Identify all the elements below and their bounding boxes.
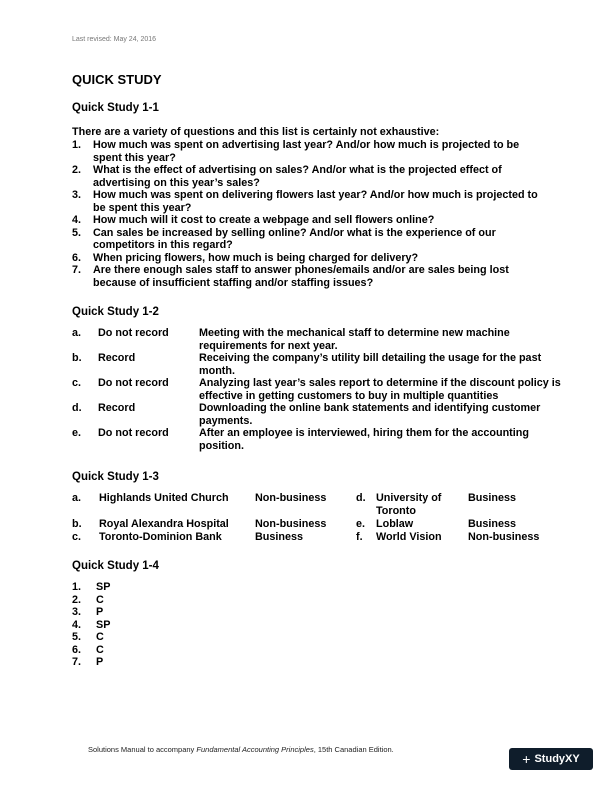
row-letter: e.: [72, 427, 82, 439]
table-row: [72, 427, 562, 452]
organization-name: Highlands United Church: [99, 492, 229, 504]
list-item: [72, 139, 542, 164]
record-decision: Do not record: [98, 377, 169, 389]
organization-type: Business: [255, 531, 304, 543]
item-number: 6.: [72, 251, 82, 264]
page-title: QUICK STUDY: [72, 72, 162, 87]
list-item: [72, 214, 542, 227]
organization-type: Business: [468, 492, 517, 504]
footer-book-title: Fundamental Accounting Principles: [196, 745, 314, 754]
item-number: 1.: [72, 139, 82, 151]
item-number: 7.: [72, 656, 82, 668]
item-number: 4.: [72, 214, 82, 226]
table-row: [72, 327, 562, 352]
item-number: 2.: [72, 593, 82, 606]
activity-description: Downloading the online bank statements and identifying customer payments.: [199, 402, 541, 427]
quick-study-1-2-heading: Quick Study 1-2: [72, 306, 159, 318]
organization-type: Non-business: [255, 492, 327, 504]
list-item: [72, 606, 110, 619]
item-text: What is the effect of advertising on sales? And/or what is the projected effect of advertising on this year’s sales?: [93, 164, 502, 189]
item-answer: SP: [96, 618, 111, 631]
table-row: [72, 518, 552, 531]
organization-type: Non-business: [255, 518, 327, 530]
organization-name: Toronto-Dominion Bank: [99, 531, 222, 543]
list-item: [72, 656, 110, 669]
organization-name: University of Toronto: [376, 492, 442, 517]
table-row: [72, 492, 552, 518]
list-item: [72, 631, 110, 644]
list-item: [72, 594, 110, 607]
quick-study-1-4-heading: Quick Study 1-4: [72, 560, 159, 572]
quick-study-1-1-list: [72, 139, 542, 289]
footer-citation: [88, 745, 394, 754]
studyxy-logo[interactable]: [509, 748, 593, 770]
footer-prefix: Solutions Manual to accompany: [88, 745, 197, 754]
item-text: How much was spent on delivering flowers last year? And/or how much is projected to be spent this year?: [93, 189, 538, 214]
item-number: 5.: [72, 226, 82, 239]
list-item: [72, 164, 542, 189]
organization-name: Royal Alexandra Hospital: [99, 518, 229, 530]
item-number: 4.: [72, 618, 82, 631]
row-letter: d.: [356, 492, 366, 504]
row-letter: c.: [72, 531, 82, 543]
item-answer: P: [96, 606, 104, 618]
footer-suffix: , 15th Canadian Edition.: [313, 745, 394, 754]
quick-study-1-1-intro: There are a variety of questions and this list is certainly not exhaustive:: [72, 126, 440, 138]
list-item: [72, 264, 542, 289]
list-item: [72, 189, 542, 214]
row-letter: e.: [356, 518, 366, 530]
organization-type: Business: [468, 518, 517, 530]
item-text: How much was spent on advertising last year? And/or how much is projected to be spent this year?: [93, 139, 520, 164]
row-letter: d.: [72, 402, 82, 414]
activity-description: Receiving the company’s utility bill detailing the usage for the past month.: [199, 352, 542, 377]
row-letter: a.: [72, 492, 82, 504]
record-decision: Record: [98, 402, 136, 414]
row-letter: f.: [356, 531, 363, 543]
item-answer: SP: [96, 581, 111, 593]
item-text: When pricing flowers, how much is being charged for delivery?: [93, 251, 419, 264]
row-letter: a.: [72, 327, 82, 339]
item-text: How much will it cost to create a webpage and sell flowers online?: [93, 214, 435, 226]
row-letter: b.: [72, 352, 82, 364]
table-row: [72, 377, 562, 402]
list-item: [72, 619, 110, 632]
organization-name: Loblaw: [376, 518, 414, 530]
quick-study-1-3-heading: Quick Study 1-3: [72, 471, 159, 483]
item-answer: C: [96, 643, 104, 656]
row-letter: b.: [72, 518, 82, 530]
table-row: [72, 402, 562, 427]
item-answer: P: [96, 656, 104, 668]
last-revised-date: Last revised: May 24, 2016: [72, 36, 157, 43]
item-number: 6.: [72, 643, 82, 656]
quick-study-1-3-table: [72, 492, 552, 544]
item-number: 2.: [72, 164, 82, 176]
list-item: [72, 644, 110, 657]
item-answer: C: [96, 631, 104, 643]
organization-name: World Vision: [376, 531, 442, 543]
list-item: [72, 581, 110, 594]
item-number: 5.: [72, 631, 82, 643]
plus-icon: +: [522, 751, 531, 767]
item-number: 3.: [72, 606, 82, 618]
activity-description: Meeting with the mechanical staff to determine new machine requirements for next year.: [199, 327, 510, 352]
record-decision: Do not record: [98, 427, 169, 439]
quick-study-1-4-list: [72, 581, 110, 669]
item-text: Can sales be increased by selling online? And/or what is the experience of our competitors in this regard?: [93, 226, 496, 251]
quick-study-1-1-heading: Quick Study 1-1: [72, 102, 159, 114]
list-item: [72, 252, 542, 265]
quick-study-1-2-table: [72, 327, 562, 452]
organization-type: Non-business: [468, 531, 540, 543]
item-number: 7.: [72, 264, 82, 276]
record-decision: Record: [98, 352, 136, 364]
item-number: 3.: [72, 189, 82, 201]
record-decision: Do not record: [98, 327, 169, 339]
table-row: [72, 352, 562, 377]
item-number: 1.: [72, 581, 82, 593]
row-letter: c.: [72, 377, 82, 389]
activity-description: After an employee is interviewed, hiring them for the accounting position.: [199, 427, 529, 452]
activity-description: Analyzing last year’s sales report to determine if the discount policy is effective in getting customers to buy in multiple quantities: [199, 377, 561, 402]
item-answer: C: [96, 593, 104, 606]
list-item: [72, 227, 542, 252]
table-row: [72, 531, 552, 544]
studyxy-logo-text: StudyXY: [534, 753, 580, 765]
item-text: Are there enough sales staff to answer phones/emails and/or are sales being lost because of insufficient staffing and/or staffing issues?: [93, 264, 509, 289]
